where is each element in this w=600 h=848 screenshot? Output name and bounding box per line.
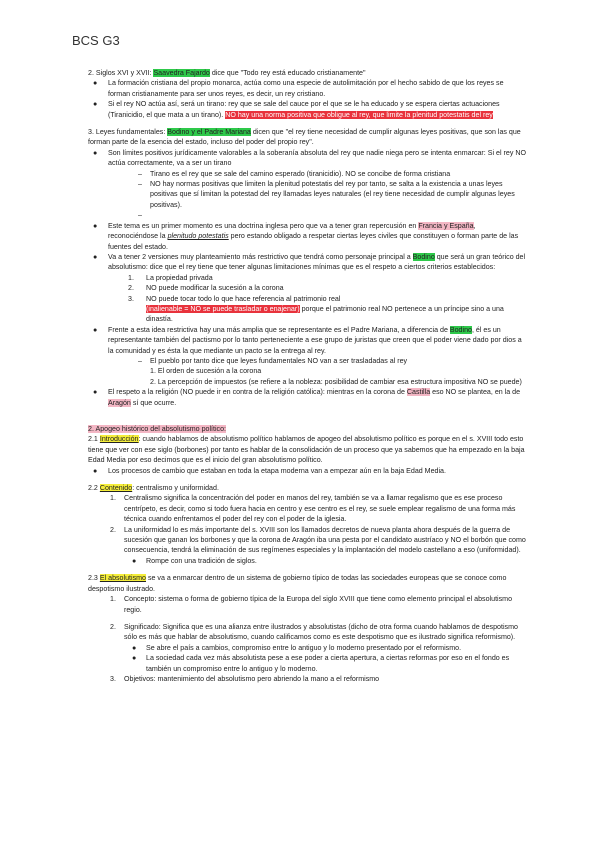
section-3-heading: 3. Leyes fundamentales: Bodino y el Padre Mariana dicen que "el rey tiene necesidad de cumplir algunas leyes positivas, que son las que forman parte de la esencia del estado, incluso del poder del propio rey". (88, 128, 521, 147)
bullet-icon: ● (93, 466, 98, 475)
bullet-icon: ● (132, 654, 137, 663)
list-item: ● El respeto a la religión (NO puede ir en contra de la religión católica): mientras en la corona de Castilla eso NO se plantea, en la de Aragón sí que ocurre. (93, 388, 521, 407)
bullet-icon: ● (93, 252, 98, 261)
section-2-heading: 2. Siglos XVI y XVII: Saavedra Fajardo dice que "Todo rey está educado cristianamente" (88, 69, 366, 77)
bullet-icon: ● (93, 388, 98, 397)
list-item: – El pueblo por tanto dice que leyes fundamentales NO van a ser trasladadas al rey (138, 356, 408, 365)
highlight-red: NO hay una norma positiva que obligue al rey, que limite la plenitud potestatis del rey (225, 110, 493, 119)
highlight-pink: Francia y España (418, 221, 474, 230)
dash-icon: – (138, 180, 142, 189)
dash-icon: – (138, 169, 142, 178)
bullet-icon: ● (93, 221, 98, 230)
bullet-icon: ● (132, 643, 137, 652)
list-item: ● Se abre el país a cambios, compromiso entre lo antiguo y lo moderno presentado por el reformismo. (132, 643, 462, 652)
highlight-bodino-mariana: Bodino y el Padre Mariana (167, 128, 251, 137)
list-item: 1. El orden de sucesión a la corona (150, 367, 262, 376)
list-item: ● Son límites positivos jurídicamente valorables a la soberanía absoluta del rey que nadie niega pero se intenta enmarcar: Si el rey NO actúa correctamente, va a ser un tirano (93, 148, 526, 168)
list-item (88, 210, 526, 220)
highlight-green: Bodino (449, 325, 472, 334)
highlight-yellow: Introducción (99, 435, 139, 444)
bullet-icon: ● (93, 148, 98, 157)
dash-icon: – (138, 211, 142, 220)
list-item: ● Va a tener 2 versiones muy planteamiento más restrictivo que tendrá como personaje principal a Bodino que será un gran teórico del absolutismo: dice que el rey tiene que tener algunas limitaciones mínimas que es el respeto a ciertos criterios establecidos: (93, 252, 526, 272)
list-item: ● Si el rey NO actúa así, será un tirano: rey que se sale del cauce por el que se le ha educado y se espera ciertas actuaciones (Tiranicidio, el que mata a un tirano). NO hay una norma positiva que obligue al rey, que limite la plenitud potestatis del rey (93, 100, 500, 119)
list-item: ● La formación cristiana del propio monarca, actúa como una especie de autolimitación por el hecho sabido de que los reyes se forman cristianamente para ser unos reyes, es decir, un rey cristiano. (93, 79, 504, 98)
paragraph: 2.1 Introducción: cuando hablamos de absolutismo político hablamos de apogeo del absolutismo político es porque en el s. XVIII todo esto tiene que ver con ese siglo (borbones) por tanto es hablar de la consolidación de un proceso que ya sabemos que ha empezado en la baja Edad Media por eso decimos que es el inicio del gran absolutismo político. (88, 435, 525, 465)
highlight-yellow: El absolutismo (99, 574, 146, 583)
section-absolutismo-heading: 2.3 El absolutismo se va a enmarcar dentro de un sistema de gobierno típico de todas las sociedades europeas que se conoce como despotismo ilustrado. (88, 574, 507, 593)
list-item: 3. NO puede tocar todo lo que hace referencia al patrimonio real (inalienable = NO se puede trasladar o enajenar) porque el patrimonio real NO pertenece a un príncipe sino a una dinastía. (128, 294, 504, 324)
list-item: 2. Significado: Significa que es una alianza entre ilustrados y absolutistas (dicho de otra forma cuando hablamos de despotismo sólo es más que hablar de absolutismo, cuando calificamos como es este despotismo que es ilustrado significa reformismo). (110, 622, 518, 642)
highlight-green: Bodino (412, 252, 435, 261)
list-item: 2. NO puede modificar la sucesión a la corona (128, 284, 284, 293)
highlight-saavedra: Saavedra Fajardo (153, 69, 210, 77)
list-item: 1. Centralismo significa la concentración del poder en manos del rey, también se va a llamar regalismo que es ese proceso centrípeto, es decir, como si todo fuera hacia en centro y ese centro es el rey, se suele emplear regalismo de una forma más técnica cuando enfrentamos el poder del rey con el poder de la iglesia. (110, 494, 516, 524)
list-item: 1. Concepto: sistema o forma de gobierno típica de la Europa del siglo XVIII que tiene como elemento principal el absolutismo regio. (110, 595, 513, 614)
highlight-pink: Castilla (406, 388, 431, 397)
list-item: ● Frente a esta idea restrictiva hay una más amplia que se representante es el Padre Mariana, a diferencia de Bodino, él es un representante también del pactismo por lo tanto perteneciente a ese grupo de juristas que creen que el poder viene dado por dios a la comunidad y es ésta la que mediante un pacto se la entrega al rey. (93, 325, 522, 355)
highlight-red: (inalienable = NO se puede trasladar o enajenar) (146, 304, 300, 313)
dash-icon: – (138, 356, 142, 365)
highlight-pink: Aragón (108, 398, 131, 407)
bullet-icon: ● (93, 100, 98, 109)
list-item: ● Este tema es un primer momento es una doctrina inglesa pero que va a tener gran repercusión en Francia y España, reconociéndose la plenitudo potestatis pero estando obligado a respetar ciertas leyes civiles que constituyen o forman parte de las fuentes del estado. (93, 221, 519, 251)
highlight-yellow: Contenido (99, 484, 133, 493)
list-item: 3. Objetivos: mantenimiento del absolutismo pero abriendo la mano a el reformismo (110, 674, 380, 683)
bullet-icon: ● (93, 79, 98, 88)
list-item: ● La sociedad cada vez más absolutista pese a ese poder a cierta apertura, a ciertas reformas por eso en el fondo es también un compromiso entre lo antiguo y lo moderno. (132, 654, 510, 673)
list-item: 2. La percepción de impuestos (se refiere a la nobleza: posibilidad de cambiar esa estructura impositiva NO se puede) (150, 377, 522, 386)
document-body (88, 68, 526, 684)
list-item: 1. La propiedad privada (128, 273, 213, 282)
bullet-icon: ● (132, 556, 137, 565)
section-apogeo-heading (88, 424, 526, 434)
list-item: ● Los procesos de cambio que estaban en toda la etapa moderna van a empezar aún en la baja Edad Media. (93, 466, 446, 475)
highlight-pink: 2. Apogeo histórico del absolutismo político: (88, 425, 227, 433)
bullet-icon: ● (93, 325, 98, 334)
list-item: ● Rompe con una tradición de siglos. (132, 556, 257, 565)
section-contenido-heading: 2.2 Contenido: centralismo y uniformidad. (88, 484, 219, 493)
list-item: – Tirano es el rey que se sale del camino esperado (tiranicidio). NO se concibe de forma cristiana (138, 169, 451, 178)
document-header-title: BCS G3 (72, 33, 120, 48)
list-item: – NO hay normas positivas que limiten la plenitud potestatis del rey por tanto, se salta a la existencia a unas leyes positivas que sí limitan la potestad del rey llamadas leyes naturales (el rey tiene necesidad de cumplir algunas leyes positivas). (138, 180, 515, 209)
list-item: 2. La uniformidad lo es más importante del s. XVIII son los llamados decretos de nueva planta ahora después de la guerra de sucesión que ganan los borbones y que la corona de Aragón iba una pesta por el candidato austríaco y NO el borbón que como consecuencia, tendrá la eliminación de sus regímenes especiales y la implantación del modelo castellano a eso (uniformidad). (110, 525, 526, 555)
